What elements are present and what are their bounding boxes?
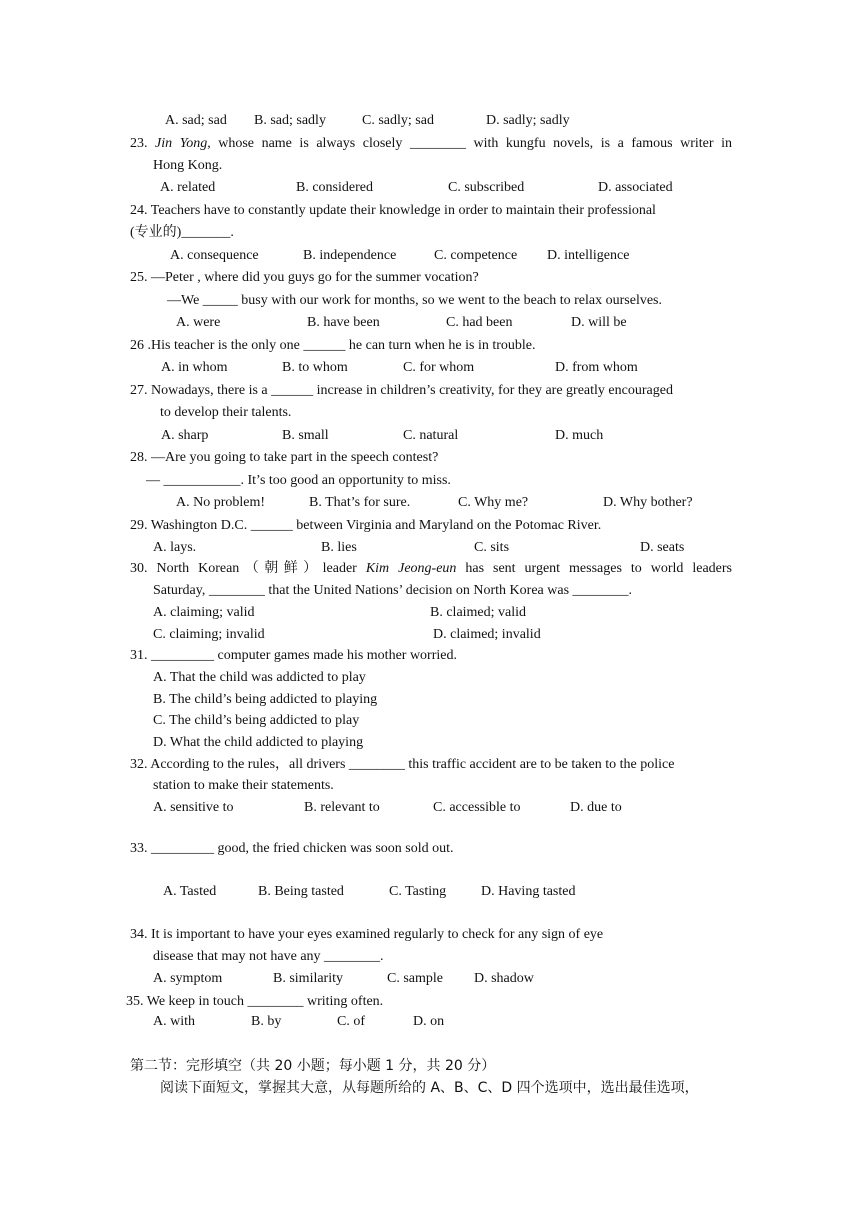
q27-option-b: B. small <box>282 428 329 443</box>
q23-name-italic: Jin Yong <box>155 136 208 151</box>
q26-option-c: C. for whom <box>403 360 475 375</box>
q32-option-b: B. relevant to <box>304 800 380 815</box>
q25-option-c: C. had been <box>446 315 513 330</box>
q23-stem-line2: Hong Kong. <box>153 158 223 173</box>
q23-option-b: B. considered <box>296 180 373 195</box>
q32-stem-line2: station to make their statements. <box>153 778 334 793</box>
q30-stem-line1 <box>130 560 732 578</box>
q29-option-a: A. lays. <box>153 540 197 555</box>
q23-stem-line1 <box>130 135 732 153</box>
q33-stem-line1: 33. _________ good, the fried chicken was soon sold out. <box>130 841 454 856</box>
q29-option-d: D. seats <box>640 540 685 555</box>
q28-option-c: C. Why me? <box>458 495 529 510</box>
q23-option-a: A. related <box>160 180 216 195</box>
q29-option-b: B. lies <box>321 540 357 555</box>
q30-option-b: B. claimed; valid <box>430 605 527 620</box>
q23-option-d: D. associated <box>598 180 673 195</box>
q27-option-d: D. much <box>555 428 604 443</box>
q27-stem-line1: 27. Nowadays, there is a ______ increase in children’s creativity, for they are greatly encouraged <box>130 383 673 398</box>
q27-stem-line2: to develop their talents. <box>160 405 292 420</box>
q29-stem-line1: 29. Washington D.C. ______ between Virginia and Maryland on the Potomac River. <box>130 518 602 533</box>
q23-option-c: C. subscribed <box>448 180 525 195</box>
q35-option-c: C. of <box>337 1014 365 1029</box>
q34-option-a: A. symptom <box>153 971 223 986</box>
q23-stem-text: , whose name is always closely ________ with kungfu novels, is a famous writer in <box>207 136 732 151</box>
section2-heading: 第二节：完形填空（共 20 小题；每小题 1 分，共 20 分） <box>130 1058 496 1074</box>
q28-option-d: D. Why bother? <box>603 495 693 510</box>
q26-option-a: A. in whom <box>161 360 228 375</box>
q32-option-d: D. due to <box>570 800 622 815</box>
q34-option-b: B. similarity <box>273 971 343 986</box>
q31-stem-line1: 31. _________ computer games made his mother worried. <box>130 648 457 663</box>
q27-option-c: C. natural <box>403 428 459 443</box>
q33-option-b: B. Being tasted <box>258 884 344 899</box>
q35-option-b: B. by <box>251 1014 282 1029</box>
q33-option-a: A. Tasted <box>163 884 217 899</box>
q30-option-c: C. claiming; invalid <box>153 627 265 642</box>
section2-instruction: 阅读下面短文，掌握其大意，从每题所给的 A、B、C、D 四个选项中，选出最佳选项， <box>160 1080 699 1096</box>
q30-option-d: D. claimed; invalid <box>433 627 541 642</box>
q25-stem-line1: 25. —Peter , where did you guys go for the summer vocation? <box>130 270 479 285</box>
q32-stem-line1: 32. According to the rules，all drivers ________ this traffic accident are to be taken to the police <box>130 757 675 772</box>
q28-stem-line2: — ___________. It’s too good an opportunity to miss. <box>146 473 451 488</box>
q24-option-b: B. independence <box>303 248 397 263</box>
q23-number: 23. <box>130 136 148 151</box>
q34-stem-line1: 34. It is important to have your eyes examined regularly to check for any sign of eye <box>130 927 604 942</box>
q26-option-b: B. to whom <box>282 360 348 375</box>
q25-option-d: D. will be <box>571 315 627 330</box>
q28-option-b: B. That’s for sure. <box>309 495 411 510</box>
q24-option-a: A. consequence <box>170 248 259 263</box>
q30-stem-suffix: has sent urgent messages to world leaders <box>456 561 732 576</box>
q31-option-c: C. The child’s being addicted to play <box>153 713 360 728</box>
q33-option-d: D. Having tasted <box>481 884 576 899</box>
q32-option-c: C. accessible to <box>433 800 521 815</box>
q31-option-d: D. What the child addicted to playing <box>153 735 364 750</box>
q22-option-b: B. sad; sadly <box>254 113 326 128</box>
q26-option-d: D. from whom <box>555 360 638 375</box>
q31-option-b: B. The child’s being addicted to playing <box>153 692 378 707</box>
q30-stem-line2: Saturday, ________ that the United Nations’ decision on North Korea was ________. <box>153 583 633 598</box>
q34-option-d: D. shadow <box>474 971 534 986</box>
q26-stem-line1: 26 .His teacher is the only one ______ he can turn when he is in trouble. <box>130 338 536 353</box>
q35-option-d: D. on <box>413 1014 445 1029</box>
q31-option-a: A. That the child was addicted to play <box>153 670 366 685</box>
q35-option-a: A. with <box>153 1014 195 1029</box>
q22-option-d: D. sadly; sadly <box>486 113 570 128</box>
q24-option-d: D. intelligence <box>547 248 630 263</box>
q34-stem-line2: disease that may not have any ________. <box>153 949 384 964</box>
q22-option-c: C. sadly; sad <box>362 113 434 128</box>
q33-option-c: C. Tasting <box>389 884 447 899</box>
q34-option-c: C. sample <box>387 971 443 986</box>
q30-name-italic: Kim Jeong-eun <box>365 561 457 576</box>
q28-option-a: A. No problem! <box>176 495 266 510</box>
q35-stem-line1: 35. We keep in touch ________ writing often. <box>126 994 384 1009</box>
q30-option-a: A. claiming; valid <box>153 605 255 620</box>
q28-stem-line1: 28. —Are you going to take part in the speech contest? <box>130 450 439 465</box>
q25-option-a: A. were <box>176 315 221 330</box>
q29-option-c: C. sits <box>474 540 510 555</box>
q25-stem-line2: —We _____ busy with our work for months, so we went to the beach to relax ourselves. <box>167 293 662 308</box>
q30-stem-prefix: 30. North Korean（朝鲜）leader <box>130 561 366 576</box>
q24-stem-line1: 24. Teachers have to constantly update their knowledge in order to maintain their professional <box>130 203 656 218</box>
q27-option-a: A. sharp <box>161 428 209 443</box>
q24-option-c: C. competence <box>434 248 518 263</box>
q32-option-a: A. sensitive to <box>153 800 234 815</box>
q24-stem-line2: (专业的)_______. <box>130 225 234 240</box>
q22-option-a: A. sad; sad <box>165 113 227 128</box>
q25-option-b: B. have been <box>307 315 380 330</box>
